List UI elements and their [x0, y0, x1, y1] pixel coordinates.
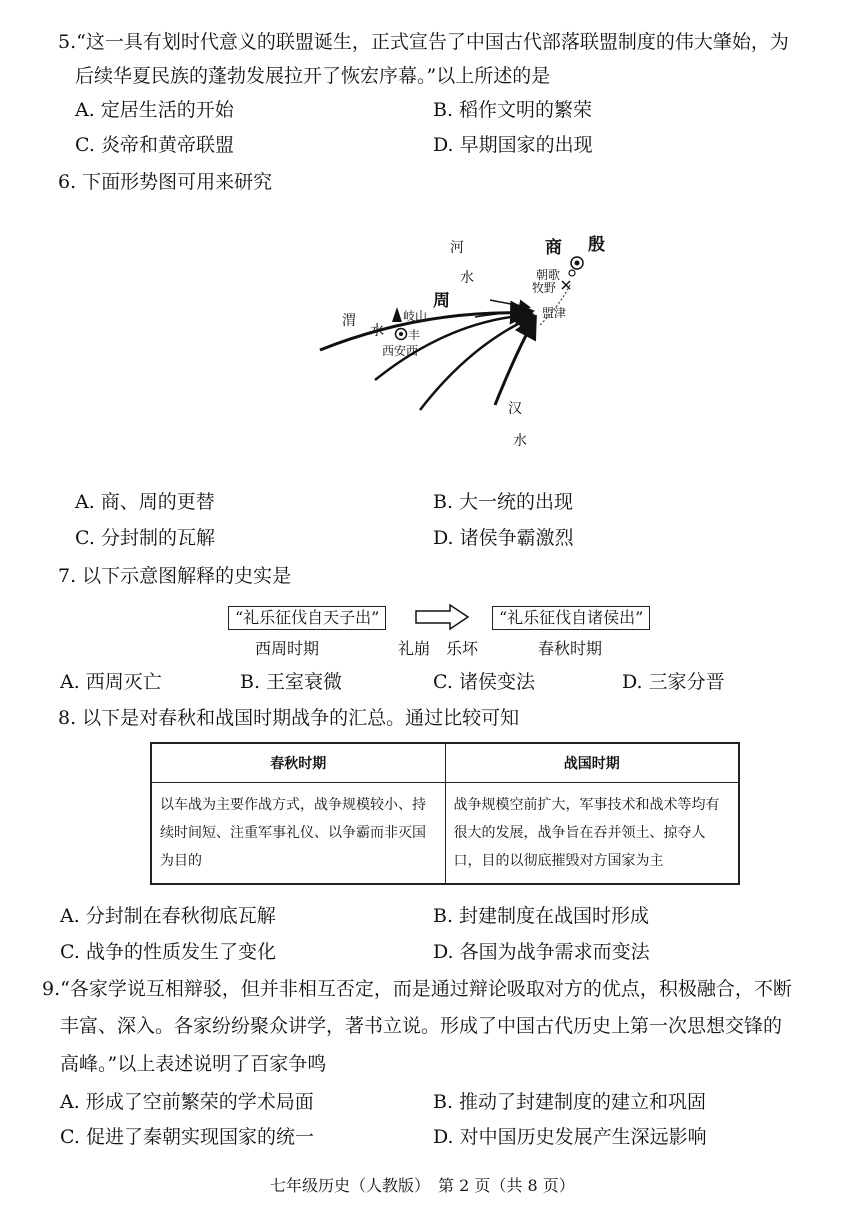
table-header-zhanguo: 战国时期: [445, 743, 739, 783]
q5-option-a[interactable]: A. 定居生活的开始: [75, 99, 234, 121]
q7-arrow-icon: [414, 603, 470, 631]
q7-stem: 7. 以下示意图解释的史实是: [58, 565, 292, 587]
table-cell-chunqiu: 以车战为主要作战方式，战争规模较小、持续时间短、注重军事礼仪、以争霸而非灭国为目的: [151, 783, 445, 885]
q8-option-d[interactable]: D. 各国为战争需求而变法: [433, 941, 650, 963]
q7-option-d[interactable]: D. 三家分晋: [622, 671, 725, 693]
q6-option-c[interactable]: C. 分封制的瓦解: [75, 527, 215, 549]
page-footer: 七年级历史（人教版） 第 2 页（共 8 页）: [270, 1176, 575, 1195]
map-label-he: 河: [450, 240, 464, 256]
map-arrows-svg: [300, 225, 620, 465]
map-label-shui-top: 水: [460, 270, 474, 286]
map-label-mengjin: 盟津: [542, 306, 567, 320]
map-label-shang: 商: [545, 238, 562, 258]
map-label-shui-bottom: 水: [513, 433, 527, 449]
map-label-zhou: 周: [433, 291, 450, 311]
table-cell-zhanguo: 战争规模空前扩大，军事技术和战术等均有很大的发展，战争旨在吞并领土、掠夺人口，目的以彻底摧毁对方国家为主: [445, 783, 739, 885]
q9-option-b[interactable]: B. 推动了封建制度的建立和巩固: [433, 1091, 707, 1113]
q5-option-c[interactable]: C. 炎帝和黄帝联盟: [75, 134, 234, 156]
q7-left-box: “礼乐征伐自天子出”: [228, 606, 386, 630]
map-label-xian: 西安西: [382, 344, 419, 358]
q9-option-a[interactable]: A. 形成了空前繁荣的学术局面: [60, 1091, 314, 1113]
q5-stem-line2: 后续华夏民族的蓬勃发展拉开了恢宏序幕。”以上所述的是: [75, 65, 551, 87]
table-header-chunqiu: 春秋时期: [151, 743, 445, 783]
map-label-wei: 渭: [342, 313, 356, 329]
zhaoge-marker: [569, 270, 575, 276]
q7-right-box: “礼乐征伐自诸侯出”: [492, 606, 650, 630]
qishan-mountain-icon: [392, 307, 402, 322]
map-label-feng: 丰: [408, 328, 421, 342]
q6-map: [300, 225, 620, 465]
q7-option-b[interactable]: B. 王室衰微: [240, 671, 343, 693]
q7-left-caption: 西周时期: [255, 639, 320, 658]
q9-option-d[interactable]: D. 对中国历史发展产生深远影响: [433, 1126, 707, 1148]
attack-arrow-top: [490, 300, 528, 307]
map-label-shui-left: 水: [370, 323, 384, 339]
q8-comparison-table: [150, 742, 740, 885]
q9-stem-line3: 高峰。”以上表述说明了百家争鸣: [60, 1053, 327, 1075]
q7-option-a[interactable]: A. 西周灭亡: [60, 671, 162, 693]
q6-stem: 6. 下面形势图可用来研究: [58, 171, 273, 193]
q8-option-c[interactable]: C. 战争的性质发生了变化: [60, 941, 276, 963]
q9-stem-line2: 丰富、深入。各家纷纷聚众讲学，著书立说。形成了中国古代历史上第一次思想交锋的: [60, 1015, 783, 1037]
map-label-zhaoge: 朝歌: [536, 268, 561, 282]
q6-option-d[interactable]: D. 诸侯争霸激烈: [433, 527, 574, 549]
map-label-yin: 殷: [588, 235, 605, 255]
q9-stem-line1: 9.“各家学说互相辩驳，但并非相互否定，而是通过辩论吸取对方的优点，积极融合，不断: [42, 978, 792, 1000]
attack-arrow-southwest: [420, 317, 532, 410]
q7-option-c[interactable]: C. 诸侯变法: [433, 671, 535, 693]
q5-stem-line1: 5.“这一具有划时代意义的联盟诞生，正式宣告了中国古代部落联盟制度的伟大肇始，为: [58, 31, 789, 53]
q8-option-b[interactable]: B. 封建制度在战国时形成: [433, 905, 650, 927]
q6-option-a[interactable]: A. 商、周的更替: [75, 491, 215, 513]
q8-stem: 8. 以下是对春秋和战国时期战争的汇总。通过比较可知: [58, 707, 520, 729]
q7-right-caption: 春秋时期: [538, 639, 603, 658]
map-label-han: 汉: [508, 401, 522, 417]
q9-option-c[interactable]: C. 促进了秦朝实现国家的统一: [60, 1126, 314, 1148]
muye-battle-marker: [562, 281, 570, 289]
q5-option-d[interactable]: D. 早期国家的出现: [433, 134, 593, 156]
q8-option-a[interactable]: A. 分封制在春秋彻底瓦解: [60, 905, 276, 927]
map-label-muye: 牧野: [532, 281, 557, 295]
q5-option-b[interactable]: B. 稻作文明的繁荣: [433, 99, 593, 121]
map-label-qishan: 岐山: [403, 309, 428, 323]
q7-middle-caption: 礼崩 乐坏: [398, 639, 479, 658]
q6-option-b[interactable]: B. 大一统的出现: [433, 491, 574, 513]
